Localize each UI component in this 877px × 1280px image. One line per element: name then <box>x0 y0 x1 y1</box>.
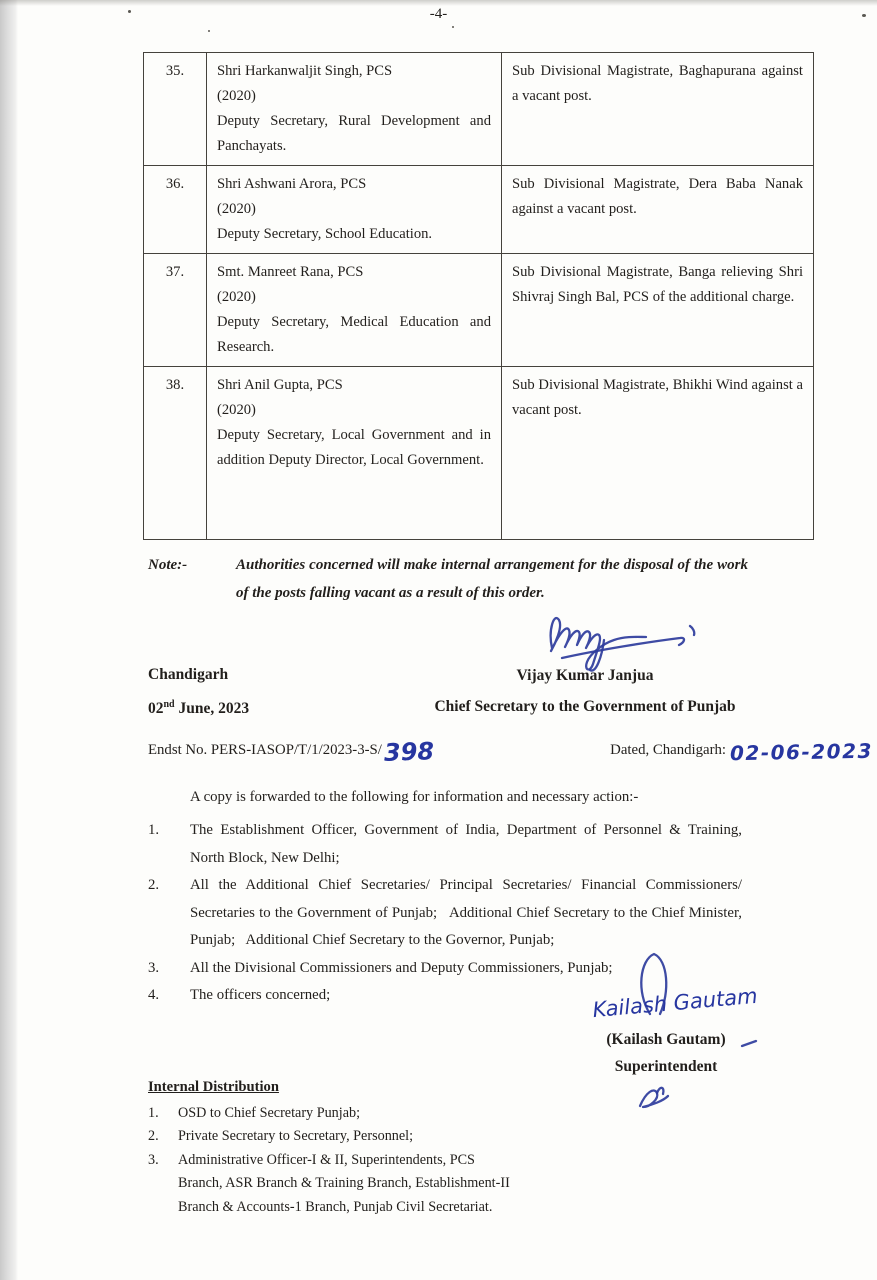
note-label: Note:- <box>148 557 188 573</box>
posting-cell <box>502 367 814 540</box>
officer-cell <box>207 166 502 254</box>
signatory-title: Chief Secretary to the Government of Punjab <box>434 698 736 715</box>
posting-text: Sub Divisional Magistrate, Baghapurana against a vacant post. <box>512 63 803 104</box>
scan-edge-strip <box>0 0 18 1280</box>
dated-label: Dated, Chandigarh: <box>610 742 727 758</box>
scan-speck <box>208 30 210 32</box>
superintendent-signature: Kailash Gautam <box>591 983 759 1023</box>
posting-cell <box>502 166 814 254</box>
officer-designation: Deputy Secretary, Medical Education and Research. <box>217 314 491 355</box>
serial-number-cell: 38. <box>144 367 207 540</box>
officer-designation: Deputy Secretary, Local Government and in addition Deputy Director, Local Government. <box>217 427 491 468</box>
signatory-name: Vijay Kumar Janjua <box>516 667 654 684</box>
order-date: 02nd June, 2023 <box>148 699 250 718</box>
list-item: 3. All the Divisional Commissioners and Deputy Commissioners, Punjab; <box>148 959 613 976</box>
officer-designation: Deputy Secretary, School Education. <box>217 226 433 242</box>
signatory-block <box>420 660 750 722</box>
officer-name: Smt. Manreet Rana, PCS <box>217 264 364 280</box>
officer-designation: Deputy Secretary, Rural Development and Panchayats. <box>217 113 491 154</box>
initial-mark <box>632 1082 674 1112</box>
list-item: 1. The Establishment Officer, Government of India, Department of Personnel & Training, North Block, New Delhi; <box>148 822 742 866</box>
posting-text: Sub Divisional Magistrate, Dera Baba Nanak against a vacant post. <box>512 176 803 217</box>
endst-label: Endst No. PERS-IASOP/T/1/2023-3-S/ <box>148 742 382 758</box>
place: Chandigarh <box>148 666 229 683</box>
transfer-order-table <box>143 52 814 540</box>
serial-number-cell: 37. <box>144 254 207 367</box>
officer-name: Shri Ashwani Arora, PCS <box>217 176 367 192</box>
posting-cell <box>502 53 814 166</box>
internal-distribution-heading: Internal Distribution <box>148 1079 279 1095</box>
officer-batch: (2020) <box>217 88 256 104</box>
list-item: 1. OSD to Chief Secretary Punjab; <box>148 1104 361 1121</box>
list-item: 2. Private Secretary to Secretary, Personnel; <box>148 1128 414 1144</box>
internal-distribution <box>148 1076 518 1219</box>
endst-number-handwritten: 398 <box>383 737 435 767</box>
endorsement-date <box>610 738 874 766</box>
pen-dash-mark <box>740 1038 760 1050</box>
page-number: -4- <box>429 6 448 22</box>
officer-batch: (2020) <box>217 201 256 217</box>
table-row <box>144 166 814 254</box>
dated-handwritten: 02-06-2023 <box>729 738 874 766</box>
endorsement-line <box>148 737 874 767</box>
superintendent-name: (Kailash Gautam) <box>606 1031 726 1048</box>
officer-batch: (2020) <box>217 402 256 418</box>
officer-cell <box>207 53 502 166</box>
superintendent-name-block <box>566 1026 766 1080</box>
serial-number-cell: 36. <box>144 166 207 254</box>
officer-name: Shri Anil Gupta, PCS <box>217 377 343 393</box>
place-date-block <box>148 660 249 724</box>
serial-number-cell: 35. <box>144 53 207 166</box>
posting-cell <box>502 254 814 367</box>
posting-text: Sub Divisional Magistrate, Banga relieving Shri Shivraj Singh Bal, PCS of the additional charge. <box>512 264 803 305</box>
officer-cell <box>207 367 502 540</box>
list-item: 2. All the Additional Chief Secretaries/ Principal Secretaries/ Financial Commissioners/ Secretaries to the Government of Punjab; Additional Chief Secretary to the Chief Minister, Punjab; Additional Chief Secretary to the Governor, Punjab; <box>148 877 742 948</box>
list-item: 4. The officers concerned; <box>148 987 331 1003</box>
list-item: 3. Administrative Officer-I & II, Superintendents, PCS Branch, ASR Branch & Training Branch, Establishment-II Branch & Accounts-1 Branch, Punjab Civil Secretariat. <box>148 1151 510 1215</box>
superintendent-title: Superintendent <box>614 1058 718 1075</box>
note-text: Authorities concerned will make internal arrangement for the disposal of the work of the posts falling vacant as a result of this order. <box>236 557 748 601</box>
table-row <box>144 53 814 166</box>
officer-cell <box>207 254 502 367</box>
table-row <box>144 367 814 540</box>
copy-forwarded-line: A copy is forwarded to the following for information and necessary action:- <box>190 789 639 805</box>
officer-name: Shri Harkanwaljit Singh, PCS <box>217 63 393 79</box>
table-row <box>144 254 814 367</box>
scan-speck <box>452 26 454 28</box>
officer-batch: (2020) <box>217 289 256 305</box>
endorsement-number <box>148 737 435 767</box>
posting-text: Sub Divisional Magistrate, Bhikhi Wind against a vacant post. <box>512 377 803 418</box>
